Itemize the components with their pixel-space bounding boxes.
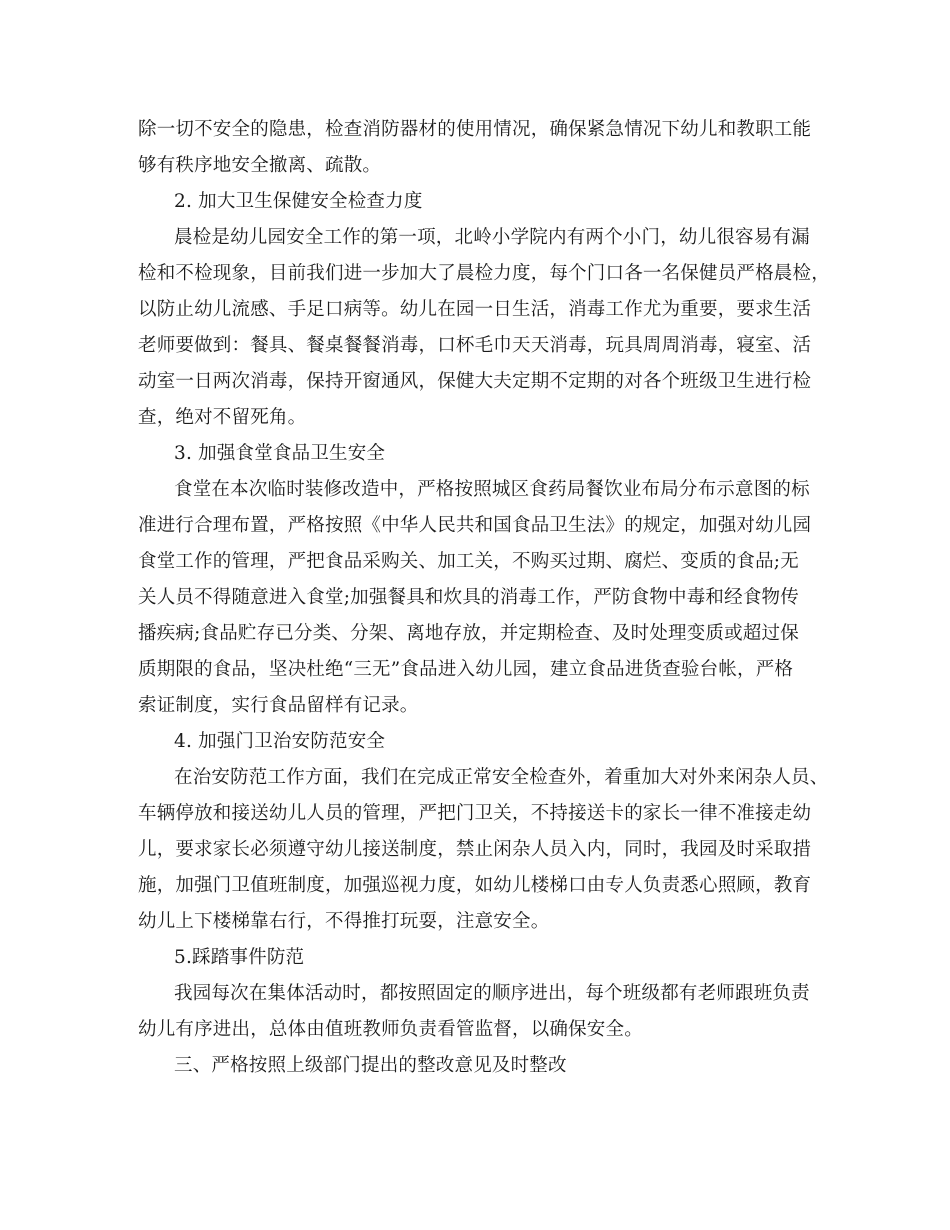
text-line: 关人员不得随意进入食堂;加强餐具和炊具的消毒工作，严防食物中毒和经食物传	[138, 587, 799, 608]
text-line: 老师要做到：餐具、餐桌餐餐消毒，口杯毛巾天天消毒，玩具周周消毒，寝室、活	[138, 335, 812, 356]
text-line: 儿，要求家长必须遵守幼儿接送制度，禁止闲杂人员入内，同时，我园及时采取措	[138, 839, 812, 860]
text-line: 以防止幼儿流感、手足口病等。幼儿在园一日生活，消毒工作尤为重要，要求生活	[138, 299, 812, 320]
text-line: 食堂在本次临时装修改造中，严格按照城区食药局餐饮业布局分布示意图的标	[174, 479, 810, 500]
section-heading: 5.踩踏事件防范	[174, 947, 305, 968]
section-heading: 4. 加强门卫治安防范安全	[174, 731, 386, 752]
text-line: 准进行合理布置，严格按照《中华人民共和国食品卫生法》的规定，加强对幼儿园	[138, 515, 812, 536]
text-line: 我园每次在集体活动时，都按照固定的顺序进出，每个班级都有老师跟班负责	[174, 983, 810, 1004]
section-heading: 3. 加强食堂食品卫生安全	[174, 443, 386, 464]
text-line: 质期限的食品，坚决杜绝“三无”食品进入幼儿园，建立食品进货查验台帐，严格	[138, 659, 794, 680]
section-heading: 2. 加大卫生保健安全检查力度	[174, 191, 423, 212]
text-line: 够有秩序地安全撤离、疏散。	[138, 155, 382, 176]
text-line: 除一切不安全的隐患，检查消防器材的使用情况，确保紧急情况下幼儿和教职工能	[138, 119, 812, 140]
text-line: 在治安防范工作方面，我们在完成正常安全检查外，着重加大对外来闲杂人员、	[174, 767, 829, 788]
text-line: 幼儿上下楼梯靠右行，不得推打玩耍，注意安全。	[138, 911, 550, 932]
text-line: 车辆停放和接送幼儿人员的管理，严把门卫关，不持接送卡的家长一律不准接走幼	[138, 803, 812, 824]
text-line: 动室一日两次消毒，保持开窗通风，保健大夫定期不定期的对各个班级卫生进行检	[138, 371, 812, 392]
text-line: 查，绝对不留死角。	[138, 407, 307, 428]
text-line: 索证制度，实行食品留样有记录。	[138, 695, 419, 716]
text-line: 幼儿有序进出，总体由值班教师负责看管监督，以确保安全。	[138, 1019, 643, 1040]
text-line: 施，加强门卫值班制度，加强巡视力度，如幼儿楼梯口由专人负责悉心照顾，教育	[138, 875, 812, 896]
text-line: 播疾病;食品贮存已分类、分架、离地存放，并定期检查、及时处理变质或超过保	[138, 623, 799, 644]
section-heading: 三、严格按照上级部门提出的整改意见及时整改	[174, 1055, 567, 1076]
text-line: 晨检是幼儿园安全工作的第一项，北岭小学院内有两个小门，幼儿很容易有漏	[174, 227, 810, 248]
text-line: 食堂工作的管理，严把食品采购关、加工关，不购买过期、腐烂、变质的食品;无	[138, 551, 799, 572]
text-line: 检和不检现象，目前我们进一步加大了晨检力度，每个门口各一名保健员严格晨检，	[138, 263, 830, 284]
